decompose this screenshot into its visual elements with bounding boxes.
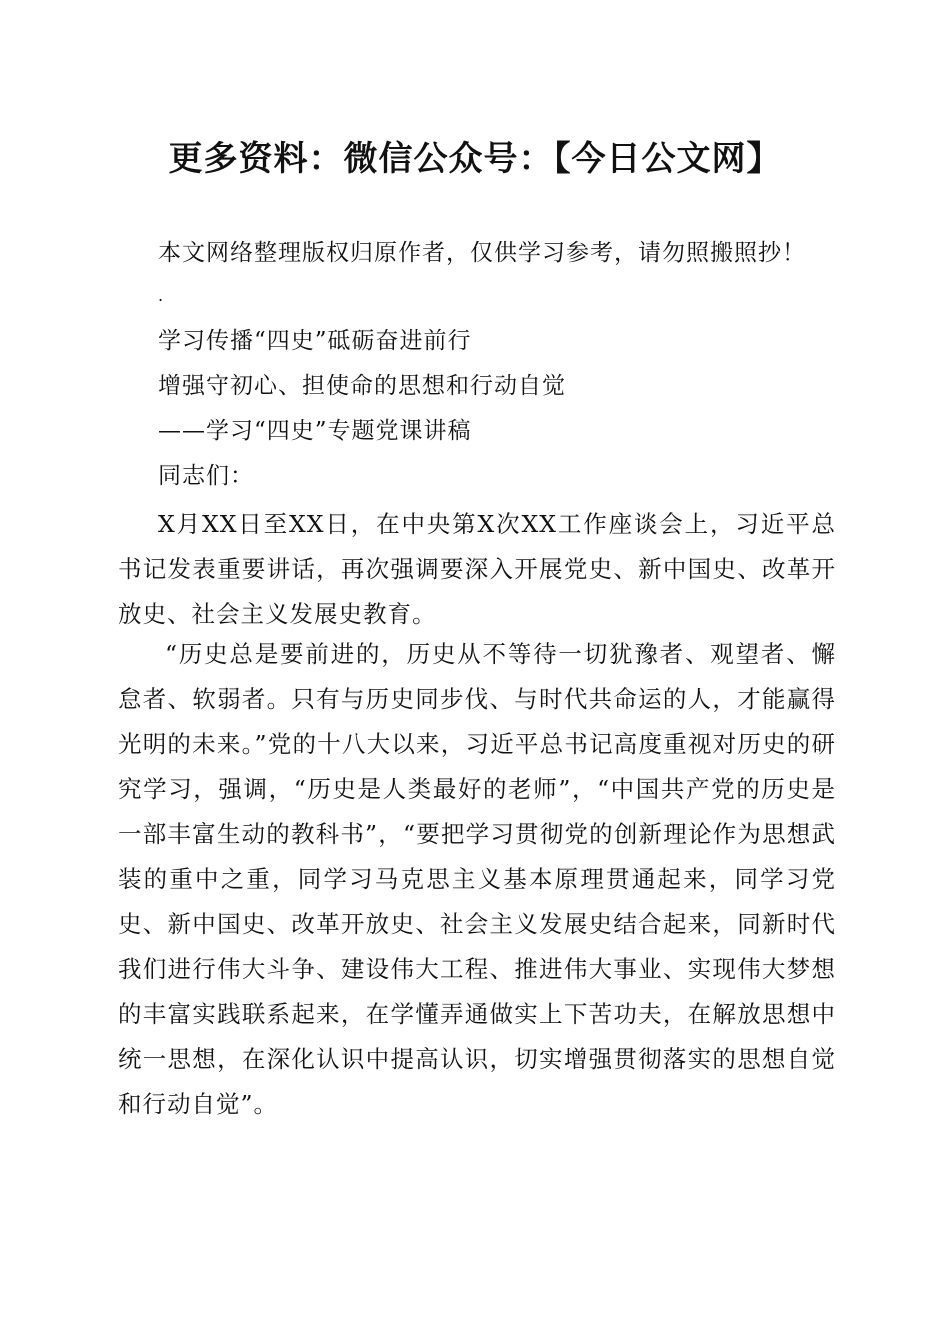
body-paragraph-1: X月XX日至XX日，在中央第X次XX工作座谈会上，习近平总书记发表重要讲话，再次强调要深入开展党史、新中国史、改革开放史、社会主义发展史教育。 — [118, 510, 836, 628]
document-title: 更多资料：微信公众号：【今日公文网】 — [168, 139, 782, 179]
heading-line-3: ——学习“四史”专题党课讲稿 — [158, 418, 472, 444]
separator-dot: . — [158, 286, 164, 305]
heading-line-1: 学习传播“四史”砥砺奋进前行 — [158, 328, 472, 354]
heading-line-2: 增强守初心、担使命的思想和行动自觉 — [158, 373, 566, 399]
salutation: 同志们： — [158, 463, 254, 489]
body-paragraph-2: “历史总是要前进的，历史从不等待一切犹豫者、观望者、懈怠者、软弱者。只有与历史同步伐、与时代共命运的人，才能赢得光明的未来。”党的十八大以来，习近平总书记高度重视对历史的研究学习，强调，“历史是人类最好的老师”，“中国共产党的历史是一部丰富生动的教科书”，“要把学习贯彻党的创新理论作为思想武装的重中之重，同学习马克思主义基本原理贯通起来，同学习党史、新中国史、改革开放史、社会主义发展史结合起来，同新时代我们进行伟大斗争、建设伟大工程、推进伟大事业、实现伟大梦想的丰富实践联系起来，在学懂弄通做实上下苦功夫，在解放思想中统一思想，在深化认识中提高认识，切实增强贯彻落实的思想自觉和行动自觉”。 — [118, 640, 836, 1118]
copyright-notice: 本文网络整理版权归原作者，仅供学习参考，请勿照搬照抄！ — [158, 240, 806, 266]
